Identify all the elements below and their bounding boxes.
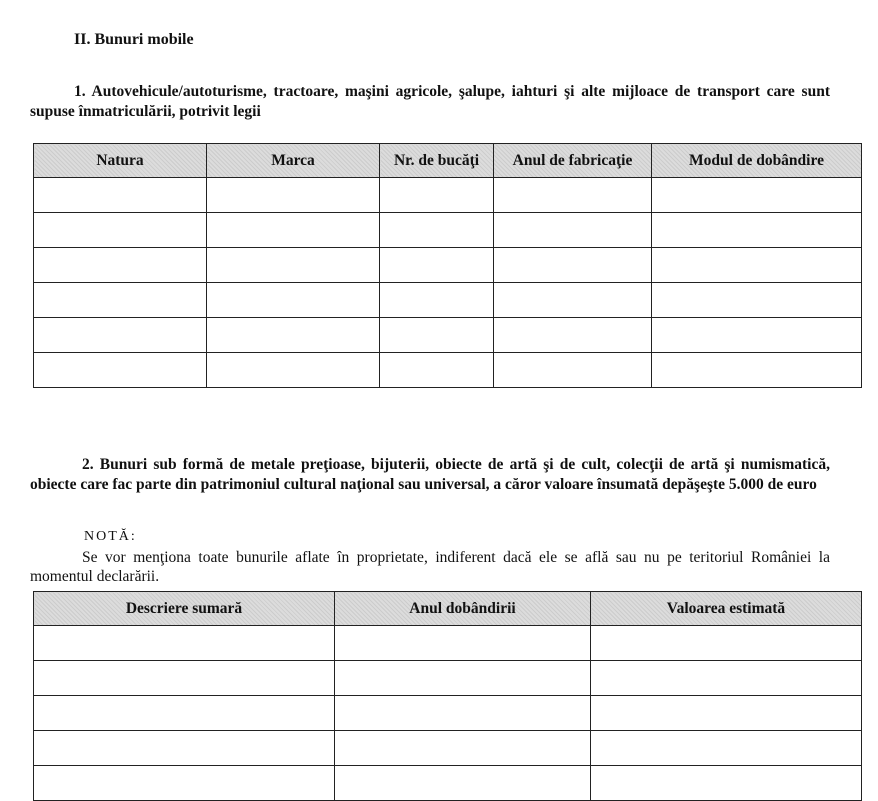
table-cell[interactable]: [34, 661, 335, 696]
table-cell[interactable]: [652, 283, 862, 318]
table-cell[interactable]: [380, 353, 494, 388]
table-cell[interactable]: [380, 283, 494, 318]
table-cell[interactable]: [652, 318, 862, 353]
table-row: [34, 731, 862, 766]
table-cell[interactable]: [335, 696, 591, 731]
table-header-row: [34, 592, 862, 626]
table-cell[interactable]: [494, 248, 652, 283]
note-text: Se vor menţiona toate bunurile aflate în proprietate, indiferent dacă ele se află sau nu pe teritoriul României la momentul declarării.: [30, 549, 830, 585]
table-row: [34, 318, 862, 353]
table-cell[interactable]: [494, 178, 652, 213]
table-cell[interactable]: [335, 626, 591, 661]
table-cell[interactable]: [652, 213, 862, 248]
table-cell[interactable]: [494, 213, 652, 248]
subsection-1-title: 1. Autovehicule/autoturisme, tractoare, maşini agricole, şalupe, iahturi şi alte mijloace de transport care sunt supuse înmatriculării, potrivit legii: [30, 83, 830, 120]
column-header-anul-dobandirii: Anul dobândirii: [335, 592, 591, 626]
table-cell[interactable]: [34, 213, 207, 248]
column-header-natura: Natura: [34, 144, 207, 178]
table-cell[interactable]: [34, 731, 335, 766]
table-row: [34, 766, 862, 801]
table-row: [34, 178, 862, 213]
table-cell[interactable]: [652, 248, 862, 283]
table-cell[interactable]: [652, 178, 862, 213]
column-header-valoarea-estimata: Valoarea estimată: [591, 592, 862, 626]
table-cell[interactable]: [207, 213, 380, 248]
table-cell[interactable]: [591, 661, 862, 696]
table-header-row: [34, 144, 862, 178]
table-cell[interactable]: [207, 248, 380, 283]
table-cell[interactable]: [207, 178, 380, 213]
column-header-marca: Marca: [207, 144, 380, 178]
table-cell[interactable]: [494, 353, 652, 388]
table-cell[interactable]: [494, 318, 652, 353]
table-cell[interactable]: [591, 731, 862, 766]
table-cell[interactable]: [34, 178, 207, 213]
table-cell[interactable]: [34, 248, 207, 283]
table-cell[interactable]: [34, 766, 335, 801]
column-header-anul-fabricatie: Anul de fabricaţie: [494, 144, 652, 178]
table-cell[interactable]: [494, 283, 652, 318]
table-cell[interactable]: [335, 766, 591, 801]
table-cell[interactable]: [34, 626, 335, 661]
section-heading: II. Bunuri mobile: [74, 31, 194, 48]
table-cell[interactable]: [34, 283, 207, 318]
table-cell[interactable]: [591, 626, 862, 661]
table-cell[interactable]: [652, 353, 862, 388]
column-header-descriere: Descriere sumară: [34, 592, 335, 626]
table-cell[interactable]: [335, 661, 591, 696]
table-cell[interactable]: [207, 318, 380, 353]
table-row: [34, 283, 862, 318]
table-cell[interactable]: [380, 213, 494, 248]
table-row: [34, 661, 862, 696]
table-row: [34, 353, 862, 388]
table-row: [34, 696, 862, 731]
table-cell[interactable]: [380, 318, 494, 353]
table-row: [34, 248, 862, 283]
table-cell[interactable]: [380, 248, 494, 283]
table-cell[interactable]: [335, 731, 591, 766]
table-cell[interactable]: [380, 178, 494, 213]
column-header-modul-dobandire: Modul de dobândire: [652, 144, 862, 178]
table-cell[interactable]: [591, 696, 862, 731]
table-row: [34, 626, 862, 661]
subsection-2-title: 2. Bunuri sub formă de metale preţioase, bijuterii, obiecte de artă şi de cult, colecţii de artă şi numismatică, obiecte care fac parte din patrimoniul cultural naţional sau universal, a căror valoare însumată depăşeşte 5.000 de euro: [30, 456, 830, 493]
vehicles-table: [33, 143, 862, 388]
column-header-nr-bucati: Nr. de bucăţi: [380, 144, 494, 178]
table-cell[interactable]: [34, 353, 207, 388]
table-cell[interactable]: [34, 318, 207, 353]
valuables-table: [33, 591, 862, 801]
note-label: NOTĂ:: [84, 529, 137, 544]
table-cell[interactable]: [207, 283, 380, 318]
table-cell[interactable]: [34, 696, 335, 731]
table-cell[interactable]: [207, 353, 380, 388]
table-row: [34, 213, 862, 248]
table-cell[interactable]: [591, 766, 862, 801]
